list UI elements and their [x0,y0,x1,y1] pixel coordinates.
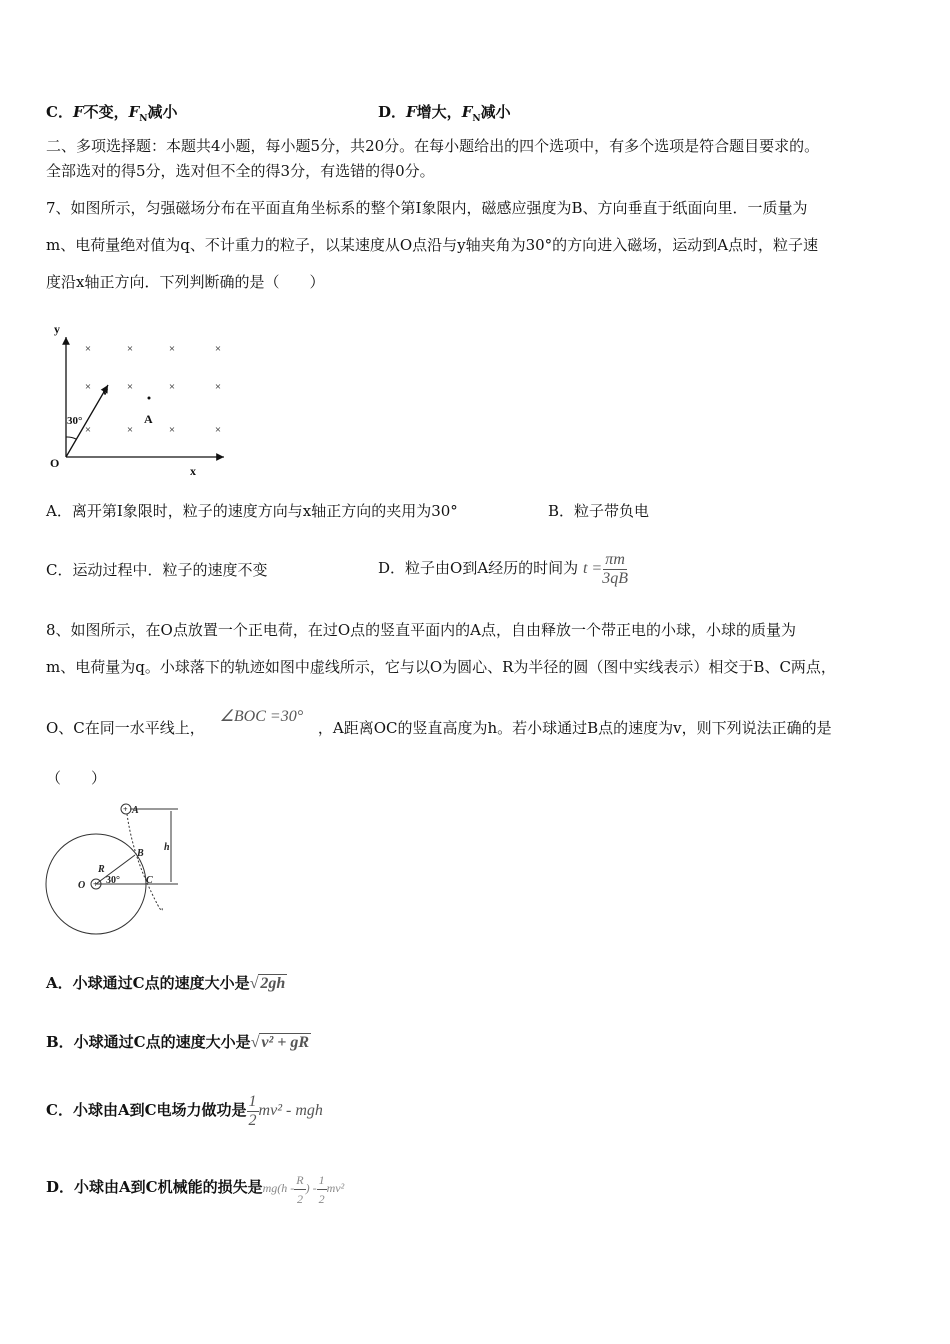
numerator: 1 [248,1092,257,1110]
field-mark: × [126,381,134,393]
angle-formula: ∠BOC =30° [219,708,304,725]
q8-line3 [46,708,832,739]
field-mark: × [214,381,222,393]
field-mark: × [84,343,92,355]
point-a [148,397,151,400]
text: 减小 [147,103,178,121]
x-label: x [190,464,196,478]
a-label: A [144,412,153,426]
q8-option-d [46,1165,344,1210]
var-f: F [72,103,84,121]
denominator: 2 [296,1191,303,1206]
field-mark: × [126,424,134,436]
origin-label: O [50,456,60,470]
q7-option-b: B．粒子带负电 [548,502,650,520]
angle-label: 30° [67,415,83,427]
q8-circle-figure [40,795,190,940]
q7-option-a: A．离开第Ⅰ象限时，粒子的速度方向与x轴正方向的夹用为30° [46,502,458,520]
angle-arc [66,437,76,439]
q6-option-c [46,102,178,129]
var-fn: F [128,103,140,121]
formula [247,1092,323,1129]
numerator: πm [605,550,625,568]
section2-line1: 二、多项选择题：本题共4小题，每小题5分，共20分。在每小题给出的四个选项中，有多个选项是符合题目要求的。 [46,137,820,155]
formula-rest: mv² [326,1181,345,1195]
c-label: C [146,875,153,886]
y-label: y [54,322,60,336]
text: 增大， [416,103,462,121]
q8-option-b [46,1032,311,1053]
q7-line3: 度沿x轴正方向．下列判断确的是（ ） [46,273,325,291]
r-label: R [98,864,105,875]
option-label: D． [378,103,407,121]
q7-line2: m、电荷量绝对值为q、不计重力的粒子，以某速度从O点沿与y轴夹角为30°的方向进入磁场，运动到A点时，粒子速 [46,236,819,254]
option-text: A．小球通过C点的速度大小是 [46,974,250,992]
denominator: 3qB [602,569,628,587]
q8-line4: （ ） [46,769,107,787]
b-label: B [137,848,144,859]
subscript: N [139,114,148,124]
field-mark: × [214,424,222,436]
angle-label: 30° [106,875,120,886]
plus-o: + [93,880,98,889]
text: O、C在同一水平线上， [46,719,205,737]
subscript: N [472,114,481,124]
formula: √ v² + gR [250,1034,310,1051]
q6-option-d [378,102,511,129]
numerator: R [294,1171,305,1190]
denominator: 2 [248,1111,257,1129]
o-label: O [78,880,86,891]
option-text: D．粒子由O到A经历的时间为 [378,559,579,577]
formula: √ 2gh [249,975,286,992]
field-mark: × [214,343,222,355]
q7-magnetic-field-figure [40,315,250,485]
option-text: D．小球由A到C机械能的损失是 [46,1178,263,1196]
radicand: 2gh [260,975,286,992]
section2-line2: 全部选对的得5分，选对但不全的得3分，有选错的得0分。 [46,162,435,180]
field-mark: × [168,381,176,393]
option-text: C．小球由A到C电场力做功是 [46,1101,247,1119]
field-mark: × [84,381,92,393]
formula-pre: mg(h - [262,1181,295,1195]
formula-rest: mv² - mgh [258,1102,323,1119]
field-mark: × [126,343,134,355]
option-text: B．小球通过C点的速度大小是 [46,1033,251,1051]
fraction [294,1171,305,1208]
q8-line2: m、电荷量为q。小球落下的轨迹如图中虚线所示，它与以O为圆心、R为半径的圆（图中实线表示）相交于B、C两点， [46,658,836,676]
radicand: v² + gR [261,1034,310,1051]
field-mark: × [84,424,92,436]
var-f: F [406,103,417,121]
v-label: v [102,384,108,398]
q8-option-a [46,973,287,994]
field-mark: × [168,424,176,436]
q8-option-c [46,1088,323,1133]
fraction [602,551,628,588]
fraction [247,1093,259,1130]
q7-line1: 7、如图所示，匀强磁场分布在平面直角坐标系的整个第Ⅰ象限内，磁感应强度为B、方向垂直于纸面向里．一质量为 [46,199,808,217]
text: ，A距离OC的竖直高度为h。若小球通过B点的速度为v，则下列说法正确的是 [317,719,832,737]
text: 不变， [83,103,129,121]
fraction [317,1171,327,1208]
denominator: 2 [318,1191,325,1206]
formula-lhs: t = [582,560,603,577]
q7-option-d [378,548,628,589]
option-label: C． [46,103,73,121]
formula [262,1172,345,1206]
q8-line1: 8、如图所示，在O点放置一个正电荷，在过O点的竖直平面内的A点，自由释放一个带正电的小球，小球的质量为 [46,621,796,639]
formula-mid: ) - [305,1181,317,1195]
a-label: A [132,805,139,816]
h-label: h [164,842,170,853]
q7-option-c: C．运动过程中．粒子的速度不变 [46,561,268,579]
numerator: 1 [317,1171,327,1190]
plus-a: + [123,805,128,814]
var-fn: F [461,103,473,121]
text: 减小 [480,103,511,121]
field-mark: × [168,343,176,355]
